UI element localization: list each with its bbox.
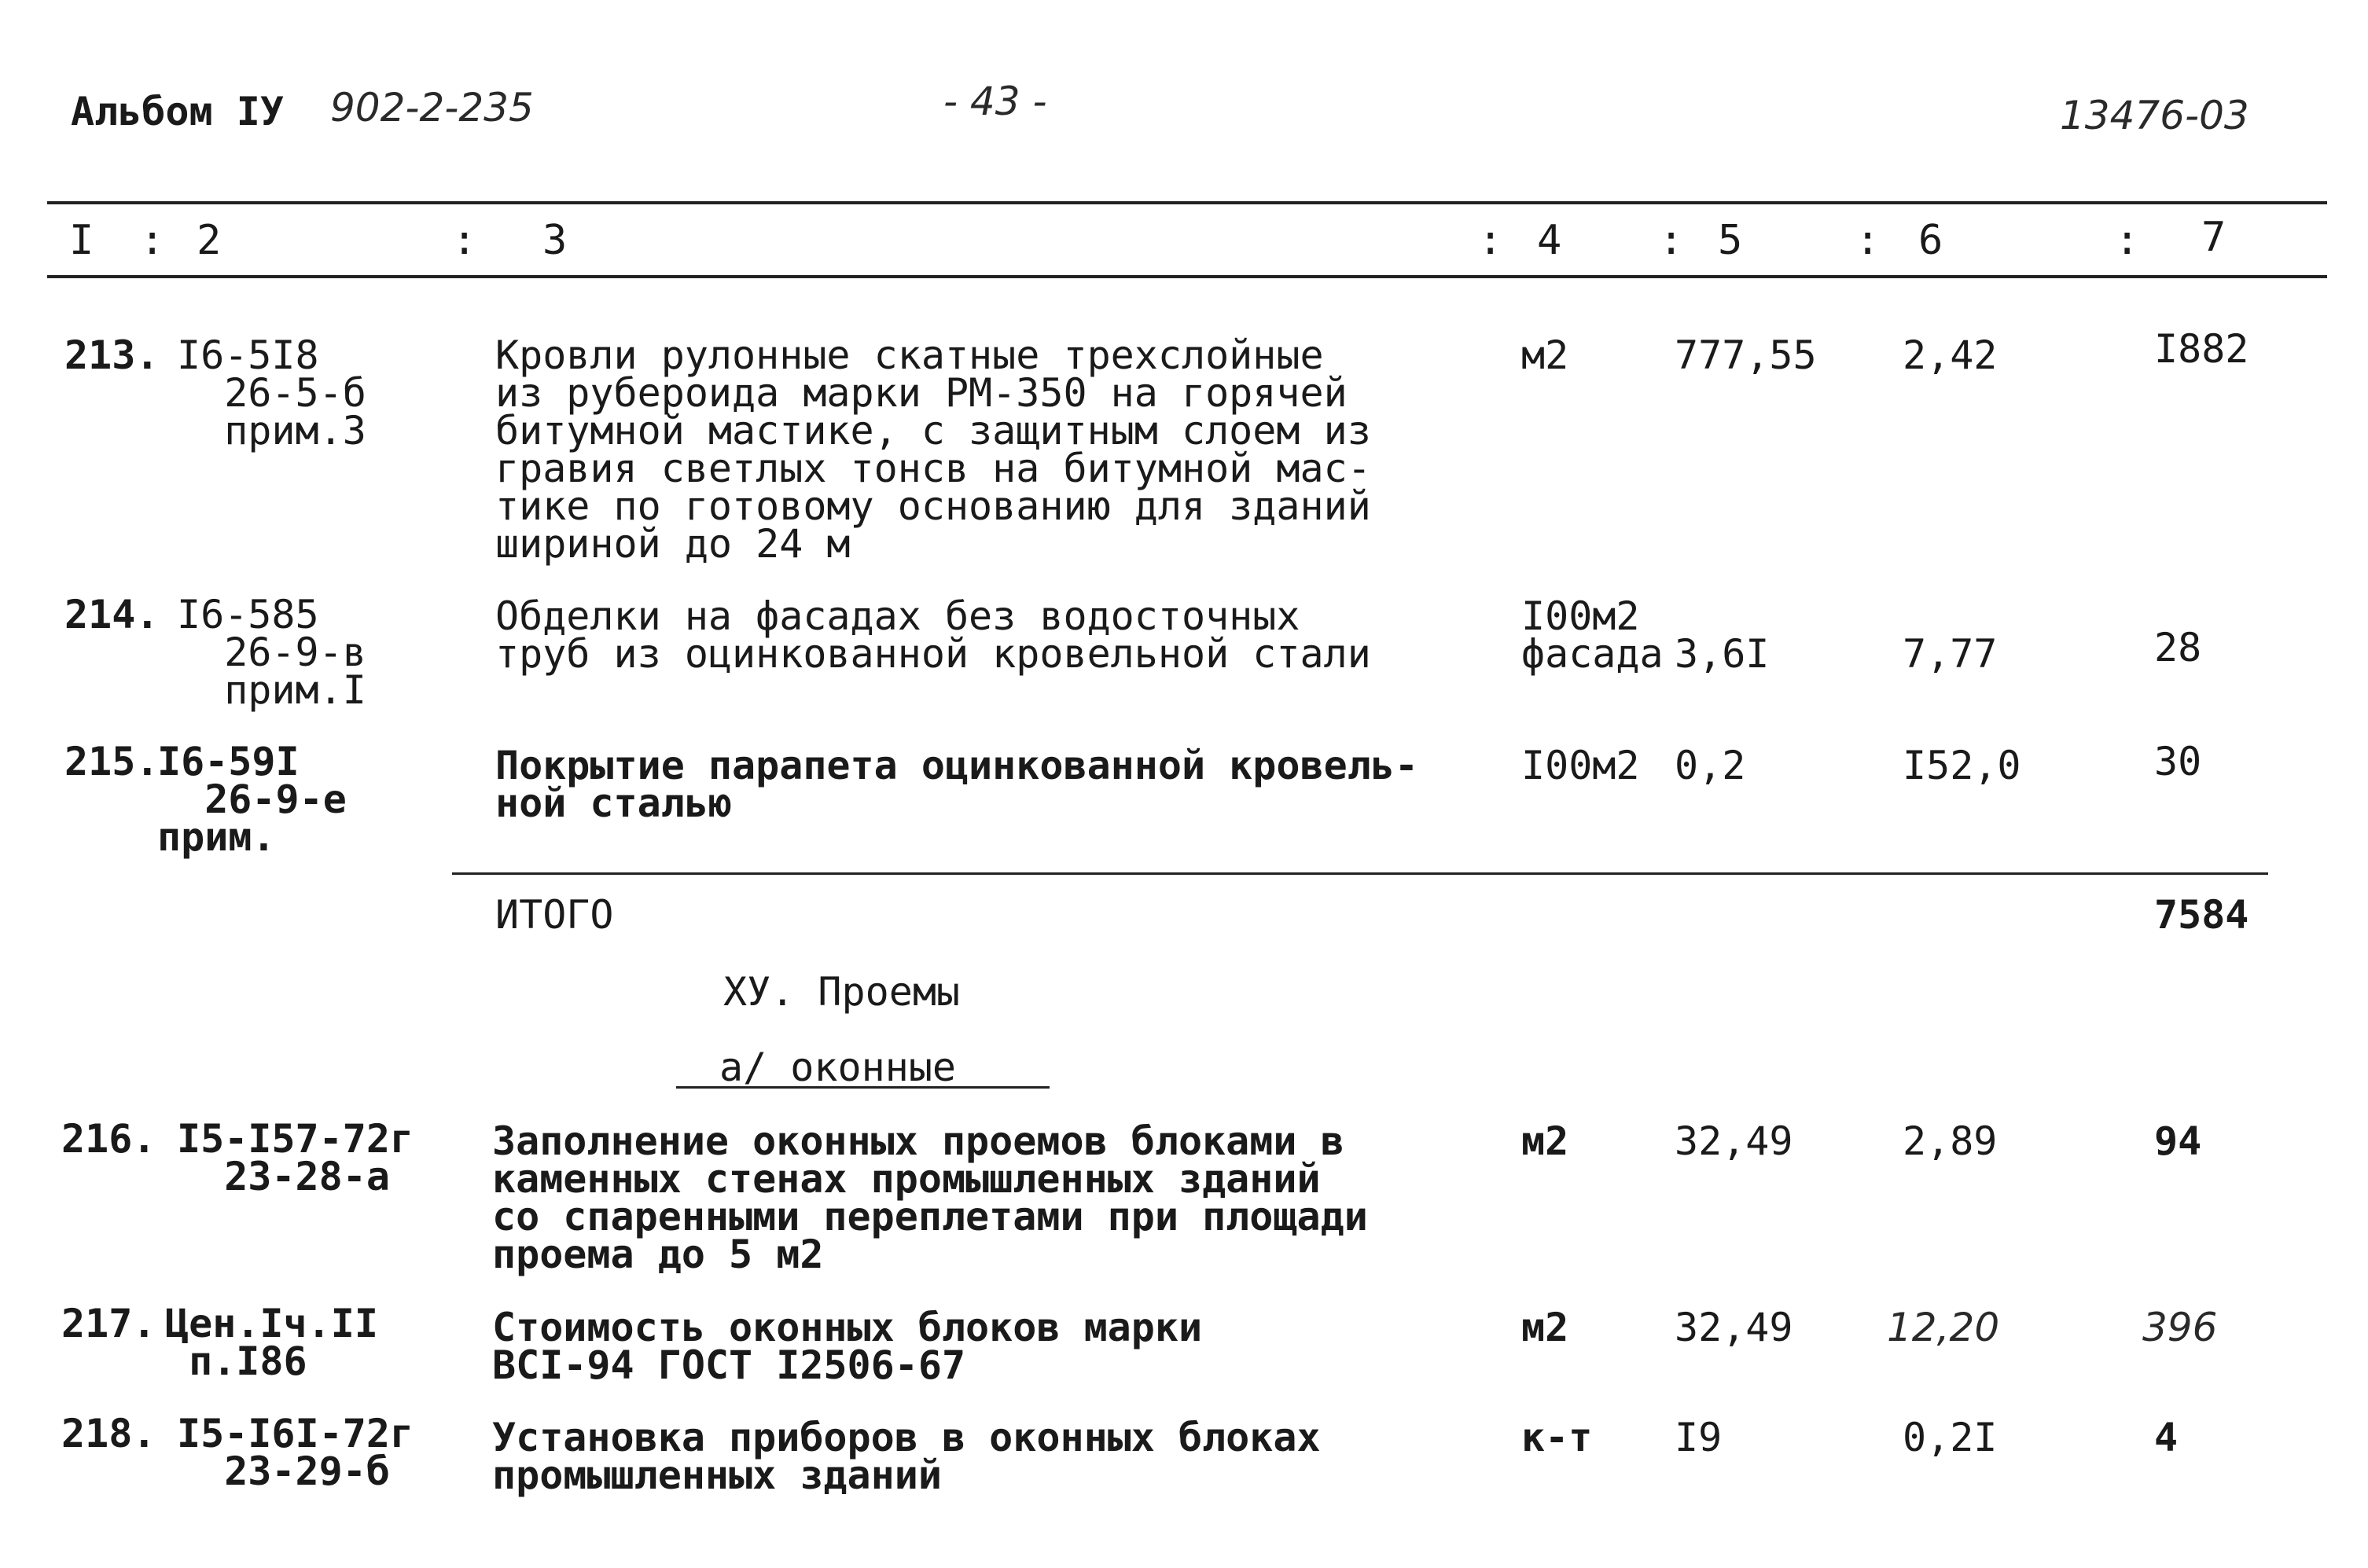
col-4-header: 4 xyxy=(1537,217,1562,264)
row-description: Кровли рулонные скатные трехслойные из рубероида марки РМ-350 на горячей битумной мастике, с защитным слоем из гравия светлых тонсв на битумной мас- тике по готовому основанию для зданий шириной до 24 м xyxy=(495,332,1371,567)
col-2-header: 2 xyxy=(197,217,222,264)
row-total: 28 xyxy=(2154,625,2202,670)
album-code: 902-2-235 xyxy=(330,85,534,130)
col-sep: : xyxy=(452,217,477,264)
col-7-header: 7 xyxy=(2201,214,2226,261)
row-quantity: I9 xyxy=(1675,1415,1723,1460)
col-sep: : xyxy=(1478,217,1503,264)
row-code: I5-I6I-72г 23-29-б xyxy=(177,1411,414,1494)
row-code: I6-585 26-9-в прим.I xyxy=(177,592,366,713)
col-sep: : xyxy=(140,217,165,264)
header-bottom-rule xyxy=(47,275,2327,278)
section-subtitle-underline xyxy=(676,1086,1050,1089)
row-number: 213. xyxy=(64,332,160,378)
row-price: 0,2I xyxy=(1903,1415,1998,1460)
col-6-header: 6 xyxy=(1918,217,1943,264)
row-total: I882 xyxy=(2154,326,2249,372)
header-top-rule xyxy=(47,201,2327,204)
row-code: I6-59I 26-9-е прим. xyxy=(157,739,347,860)
album-label: Альбом IУ xyxy=(71,89,284,134)
row-unit: к-т xyxy=(1521,1415,1593,1460)
row-description: Обделки на фасадах без водосточных труб из оцинкованной кровельной стали xyxy=(495,593,1371,677)
row-unit: м2 xyxy=(1521,1118,1569,1164)
doc-code: 13476-03 xyxy=(2060,93,2249,138)
subtotal-label: ИТОГО xyxy=(495,892,614,938)
row-price: I52,0 xyxy=(1903,743,2021,788)
col-sep: : xyxy=(1855,217,1881,264)
row-quantity: 32,49 xyxy=(1675,1305,1793,1350)
row-total: 396 xyxy=(2142,1305,2218,1350)
row-quantity: 0,2 xyxy=(1675,743,1746,788)
row-quantity: 3,6I xyxy=(1675,631,1770,677)
section-title: ХУ. Проемы xyxy=(723,969,961,1015)
section-subtitle: а/ оконные xyxy=(719,1045,957,1090)
row-unit: I00м2 фасада xyxy=(1521,593,1664,677)
row-description: Покрытие парапета оцинкованной кровель- ной сталью xyxy=(495,743,1418,826)
row-unit: I00м2 xyxy=(1521,743,1640,788)
col-1-header: I xyxy=(69,217,94,264)
col-5-header: 5 xyxy=(1718,217,1743,264)
row-price: 7,77 xyxy=(1903,631,1998,677)
row-unit: м2 xyxy=(1521,1305,1569,1350)
row-description: Установка приборов в оконных блоках промышленных зданий xyxy=(492,1415,1321,1498)
col-sep: : xyxy=(1659,217,1684,264)
row-price: 12,20 xyxy=(1887,1305,2000,1350)
row-price: 2,42 xyxy=(1903,332,1998,378)
col-3-header: 3 xyxy=(542,217,568,264)
row-total: 94 xyxy=(2154,1118,2202,1164)
row-quantity: 32,49 xyxy=(1675,1118,1793,1164)
row-code: Цен.Iч.II п.I86 xyxy=(165,1301,378,1384)
row-code: I6-5I8 26-5-б прим.3 xyxy=(177,332,366,454)
row-price: 2,89 xyxy=(1903,1118,1998,1164)
row-total: 4 xyxy=(2154,1415,2179,1460)
row-description: Заполнение оконных проемов блоками в каменных стенах промышленных зданий со спаренными переплетами при площади проема до 5 м2 xyxy=(492,1118,1368,1277)
row-quantity: 777,55 xyxy=(1675,332,1817,378)
row-number: 217. xyxy=(61,1301,156,1346)
subtotal-rule xyxy=(452,872,2268,875)
row-description: Стоимость оконных блоков марки ВСI-94 ГОСТ I2506-67 xyxy=(492,1305,1203,1388)
row-code: I5-I57-72г 23-28-а xyxy=(177,1116,414,1199)
row-total: 30 xyxy=(2154,739,2202,784)
page-number: - 43 - xyxy=(943,79,1047,124)
row-unit: м2 xyxy=(1521,332,1569,378)
row-number: 215. xyxy=(64,739,160,784)
row-number: 216. xyxy=(61,1116,156,1162)
row-number: 214. xyxy=(64,592,160,637)
col-sep: : xyxy=(2115,217,2140,264)
subtotal-value: 7584 xyxy=(2154,892,2249,938)
row-number: 218. xyxy=(61,1411,156,1456)
